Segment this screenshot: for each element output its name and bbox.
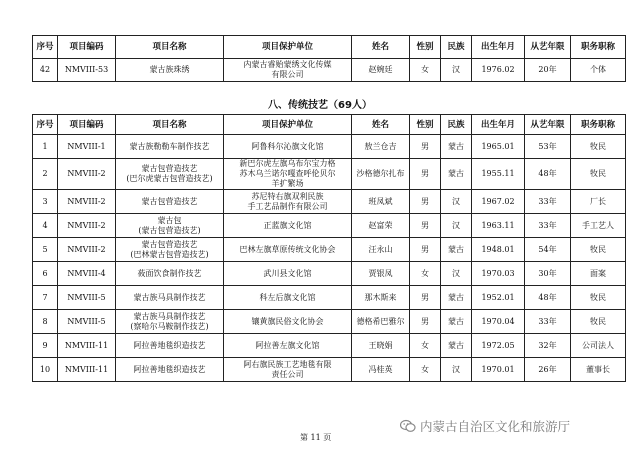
header-protection-unit: 项目保护单位 [224,36,352,59]
cell-person-name: 那木斯来 [352,286,410,310]
cell-gender: 男 [410,159,441,190]
cell-gender: 男 [410,190,441,214]
cell-birth-date: 1972.05 [472,334,525,358]
header-gender: 性别 [410,115,441,135]
cell-job-title: 面案 [571,262,626,286]
table-row [33,190,626,214]
cell-person-name: 德格希巴雅尔 [352,310,410,334]
table-header-row [33,115,626,135]
cell-protection-unit: 内蒙古睿贻蒙绣文化传媒 有限公司 [224,59,352,82]
main-table [32,114,626,382]
cell-person-name: 贾银凤 [352,262,410,286]
cell-birth-date: 1970.03 [472,262,525,286]
cell-protection-unit: 科左后旗文化馆 [224,286,352,310]
cell-job-title: 牧民 [571,159,626,190]
cell-gender: 男 [410,135,441,159]
cell-birth-date: 1965.01 [472,135,525,159]
cell-person-name: 沙格德尔扎布 [352,159,410,190]
cell-birth-date: 1948.01 [472,238,525,262]
header-years-of-practice: 从艺年限 [525,36,571,59]
cell-birth-date: 1970.01 [472,358,525,382]
cell-job-title: 公司法人 [571,334,626,358]
cell-code: NMVIII-5 [58,310,116,334]
cell-code: NMVIII-2 [58,159,116,190]
cell-ethnicity: 蒙古 [441,135,472,159]
cell-code: NMVIII-5 [58,286,116,310]
cell-project-name: 蒙古包营造技艺 (巴尔虎蒙古包营造技艺) [116,159,224,190]
cell-seq: 1 [33,135,58,159]
cell-job-title: 牧民 [571,286,626,310]
cell-code: NMVIII-4 [58,262,116,286]
cell-code: NMVIII-2 [58,238,116,262]
cell-gender: 女 [410,262,441,286]
cell-person-name: 王晓娟 [352,334,410,358]
cell-project-name: 莜面饮食制作技艺 [116,262,224,286]
cell-years-of-practice: 54年 [525,238,571,262]
cell-years-of-practice: 30年 [525,262,571,286]
cell-birth-date: 1976.02 [472,59,525,82]
cell-code: NMVIII-53 [58,59,116,82]
header-protection-unit: 项目保护单位 [224,115,352,135]
cell-project-name: 阿拉善地毯织造技艺 [116,334,224,358]
header-code: 项目编码 [58,115,116,135]
section-title: 八、传统技艺（69人） [268,100,372,111]
header-seq: 序号 [33,115,58,135]
cell-project-name: 蒙古包营造技艺 [116,190,224,214]
cell-years-of-practice: 20年 [525,59,571,82]
table-row [33,310,626,334]
cell-gender: 女 [410,59,441,82]
cell-gender: 女 [410,358,441,382]
cell-ethnicity: 蒙古 [441,310,472,334]
header-code: 项目编码 [58,36,116,59]
cell-ethnicity: 蒙古 [441,238,472,262]
cell-gender: 女 [410,334,441,358]
cell-ethnicity: 汉 [441,358,472,382]
cell-ethnicity: 蒙古 [441,286,472,310]
cell-gender: 男 [410,238,441,262]
cell-protection-unit: 镶黄旗民俗文化协会 [224,310,352,334]
cell-code: NMVIII-1 [58,135,116,159]
cell-seq: 5 [33,238,58,262]
header-years-of-practice: 从艺年限 [525,115,571,135]
cell-gender: 男 [410,286,441,310]
table-row [33,358,626,382]
cell-project-name: 蒙古族马具制作技艺 (察哈尔马鞍制作技艺) [116,310,224,334]
cell-project-name: 蒙古族勒勒车制作技艺 [116,135,224,159]
cell-protection-unit: 阿鲁科尔沁旗文化馆 [224,135,352,159]
cell-birth-date: 1952.01 [472,286,525,310]
cell-seq: 42 [33,59,58,82]
header-job-title: 职务职称 [571,36,626,59]
cell-years-of-practice: 26年 [525,358,571,382]
table-row [33,262,626,286]
table-row [33,214,626,238]
cell-ethnicity: 汉 [441,262,472,286]
cell-protection-unit: 阿拉善左旗文化馆 [224,334,352,358]
watermark-text: 内蒙古自治区文化和旅游厅 [420,419,571,434]
table-row [33,135,626,159]
cell-years-of-practice: 33年 [525,190,571,214]
cell-protection-unit: 新巴尔虎左旗乌布尔宝力格 苏木乌兰诺尔嘎查呼伦贝尔 羊扩繁场 [224,159,352,190]
table-row [33,286,626,310]
cell-birth-date: 1970.04 [472,310,525,334]
cell-seq: 6 [33,262,58,286]
cell-ethnicity: 汉 [441,59,472,82]
table-header-row [33,36,626,59]
header-project-name: 项目名称 [116,115,224,135]
cell-person-name: 赵婉廷 [352,59,410,82]
cell-seq: 10 [33,358,58,382]
cell-protection-unit: 苏尼特右旗双利民族 手工艺品制作有限公司 [224,190,352,214]
header-ethnicity: 民族 [441,36,472,59]
cell-protection-unit: 正蓝旗文化馆 [224,214,352,238]
table-row [33,159,626,190]
header-birth-date: 出生年月 [472,115,525,135]
cell-job-title: 牧民 [571,135,626,159]
cell-seq: 4 [33,214,58,238]
cell-years-of-practice: 48年 [525,286,571,310]
header-person-name: 姓名 [352,36,410,59]
cell-project-name: 蒙古包营造技艺 (巴林蒙古包营造技艺) [116,238,224,262]
cell-ethnicity: 汉 [441,190,472,214]
cell-seq: 2 [33,159,58,190]
cell-ethnicity: 蒙古 [441,159,472,190]
cell-project-name: 阿拉善地毯织造技艺 [116,358,224,382]
cell-person-name: 敖兰仓吉 [352,135,410,159]
table-row [33,334,626,358]
cell-gender: 男 [410,214,441,238]
cell-years-of-practice: 33年 [525,310,571,334]
cell-person-name: 赵富荣 [352,214,410,238]
wechat-icon [400,419,416,433]
cell-protection-unit: 武川县文化馆 [224,262,352,286]
cell-seq: 3 [33,190,58,214]
cell-code: NMVIII-11 [58,358,116,382]
cell-years-of-practice: 33年 [525,214,571,238]
table-row [33,238,626,262]
header-person-name: 姓名 [352,115,410,135]
cell-code: NMVIII-11 [58,334,116,358]
cell-project-name: 蒙古族马具制作技艺 [116,286,224,310]
cell-seq: 8 [33,310,58,334]
cell-birth-date: 1967.02 [472,190,525,214]
cell-person-name: 冯桂英 [352,358,410,382]
page-number: 第 11 页 [300,433,332,442]
cell-job-title: 牧民 [571,310,626,334]
cell-seq: 7 [33,286,58,310]
cell-gender: 男 [410,310,441,334]
cell-ethnicity: 蒙古 [441,334,472,358]
cell-code: NMVIII-2 [58,214,116,238]
cell-job-title: 牧民 [571,238,626,262]
header-job-title: 职务职称 [571,115,626,135]
cell-project-name: 蒙古包 (蒙古包营造技艺) [116,214,224,238]
cell-ethnicity: 汉 [441,214,472,238]
cell-years-of-practice: 48年 [525,159,571,190]
cell-years-of-practice: 53年 [525,135,571,159]
top-table [32,35,626,82]
cell-job-title: 手工艺人 [571,214,626,238]
cell-job-title: 厂长 [571,190,626,214]
cell-years-of-practice: 32年 [525,334,571,358]
cell-project-name: 蒙古族珠绣 [116,59,224,82]
cell-job-title: 董事长 [571,358,626,382]
cell-protection-unit: 阿右旗民族工艺地毯有限 责任公司 [224,358,352,382]
cell-person-name: 班凤斌 [352,190,410,214]
cell-person-name: 汪永山 [352,238,410,262]
cell-code: NMVIII-2 [58,190,116,214]
watermark [400,417,570,435]
header-ethnicity: 民族 [441,115,472,135]
header-seq: 序号 [33,36,58,59]
header-birth-date: 出生年月 [472,36,525,59]
header-project-name: 项目名称 [116,36,224,59]
cell-job-title: 个体 [571,59,626,82]
cell-birth-date: 1955.11 [472,159,525,190]
table-row [33,59,626,82]
cell-birth-date: 1963.11 [472,214,525,238]
header-gender: 性别 [410,36,441,59]
cell-seq: 9 [33,334,58,358]
cell-protection-unit: 巴林左旗草原传统文化协会 [224,238,352,262]
